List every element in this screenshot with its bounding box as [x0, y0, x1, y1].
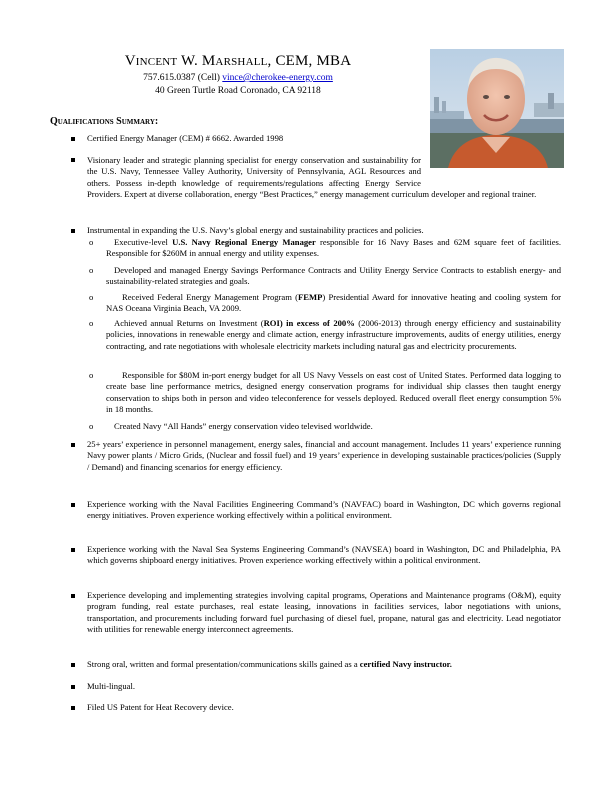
sub-item-text: Executive-level	[114, 237, 173, 247]
sub-item-text: Received Federal Energy Management Program (	[122, 292, 299, 302]
sub-list-item	[106, 421, 561, 432]
sub-list-item	[106, 265, 561, 288]
contact-line	[0, 73, 476, 84]
list-item: Multi-lingual.	[87, 681, 135, 691]
list-item-bold: certified Navy instructor.	[359, 659, 452, 669]
sub-item-text: (2006-2013) through energy efficiency and sustainability policies, innovations in renewable energy and climate action, energy infrastructure improvements, audits of energy utilities, energy contracting, and rate negotiations with wholesale electricity markets including natural gas and electricity procurements.	[106, 318, 561, 351]
bullet-square-icon	[71, 663, 75, 667]
sub-item-text: Achieved annual Returns on Investment (	[114, 318, 264, 328]
sub-bullet-marker: o	[89, 421, 94, 431]
sub-item-text: responsible for 16 Navy Bases and 62M square feet of facilities. Responsible for $260M in annual energy and utility expenses.	[106, 237, 561, 259]
sub-item-text: Developed and managed Energy Savings Performance Contracts and Utility Energy Service Contracts to establish energy- and sustainability-related strategies and goals.	[106, 265, 561, 287]
profile-photo	[430, 49, 564, 168]
sub-bullet-marker: o	[89, 370, 94, 380]
list-item: Experience working with the Naval Sea Systems Engineering Command’s (NAVSEA) board in Washington, DC and Philadelphia, PA which governs shipboard energy initiatives. Proven experience working effectively within a political environment.	[87, 544, 561, 566]
bullet-square-icon	[71, 706, 75, 710]
list-item-text: Visionary leader and strategic planning specialist for energy conservation and sustainability for the U.S. Navy, Tennessee Valley Authority, University of Pennsylvania, AGL Resources and others. Possess in-depth knowledge of requirements/regulations affecting Energy Service Providers. Expert at diverse collaboration, energy “Best Practices,” energy management curriculum developer and regional trainer.	[87, 155, 537, 199]
profile-photo-image	[430, 49, 564, 168]
bullet-square-icon	[71, 158, 75, 162]
sub-bullet-marker: o	[89, 265, 94, 275]
bullet-square-icon	[71, 685, 75, 689]
address-line: 40 Green Turtle Road Coronado, CA 92118	[155, 86, 321, 96]
sub-bullet-marker: o	[89, 237, 94, 247]
bullet-square-icon	[71, 594, 75, 598]
bullet-square-icon	[71, 548, 75, 552]
sub-item-bold: ROI) in excess of 200%	[263, 318, 355, 328]
sub-list-item	[106, 370, 561, 415]
list-item: 25+ years’ experience in personnel management, energy sales, financial and account management. Includes 11 years’ experience running Navy power plants / Micro Grids, (Nuclear and fossil fuel) and 19 years’ experience in developing sustainable practices/policies (Supply / Demand) and financing scenarios for energy efficiency.	[87, 439, 561, 472]
sub-list-item	[106, 237, 561, 260]
sub-list-item	[106, 292, 561, 315]
list-item: Certified Energy Manager (CEM) # 6662. Awarded 1998	[87, 133, 284, 143]
sub-list-item	[106, 318, 561, 352]
list-item: Experience working with the Naval Facilities Engineering Command’s (NAVFAC) board in Washington, DC which governs regional energy initiatives. Proven experience working effectively within a political environment.	[87, 499, 561, 521]
candidate-name: Vincent W. Marshall, CEM, MBA	[124, 53, 352, 69]
list-item: Filed US Patent for Heat Recovery device.	[87, 702, 234, 712]
email-link[interactable]: vince@cherokee-energy.com	[222, 73, 333, 83]
phone-number: 757.615.0387 (Cell)	[143, 73, 220, 83]
bullet-square-icon	[71, 503, 75, 507]
list-item: Instrumental in expanding the U.S. Navy’s global energy and sustainability practices and policies.	[87, 225, 424, 235]
bullet-square-icon	[71, 137, 75, 141]
list-item	[87, 659, 561, 670]
sub-bullet-marker: o	[89, 318, 94, 328]
sub-item-bold: FEMP	[298, 292, 323, 302]
sub-item-text: Created Navy “All Hands” energy conservation video televised worldwide.	[114, 421, 373, 431]
sub-item-bold: U.S. Navy Regional Energy Manager	[172, 237, 316, 247]
list-item-text: Strong oral, written and formal presentation/communications skills gained as a	[87, 659, 360, 669]
section-title-qualifications: Qualifications Summary:	[50, 116, 159, 127]
sub-item-text: ) Presidential Award for innovative heating and cooling system for NAS Oceana Virginia Beach, VA 2009.	[106, 292, 561, 314]
sub-bullet-marker: o	[89, 292, 94, 302]
sub-item-text: Responsible for $80M in-port energy budget for all US Navy Vessels on east cost of United States. Performed data logging to create base line performance metrics, designed energy conservation programs for individual ship classes then taught energy conservation to ships both in person and video teleconference for vessels deployed. Reduced overall fleet energy consumption 5% in 18 months.	[106, 370, 561, 414]
list-item: Experience developing and implementing strategies involving capital programs, Operations and Maintenance programs (O&M), equity program funding, real estate purchases, real estate leasing, innovations in facilities services, labor negotiations with unions, transportation, and procurements including forward fuel purchasing of diesel fuel, propane, natural gas and electricity. Lead negotiator with utilities for renewable energy interconnect agreements.	[87, 590, 561, 634]
bullet-square-icon	[71, 229, 75, 233]
list-item	[87, 155, 561, 200]
bullet-square-icon	[71, 443, 75, 447]
